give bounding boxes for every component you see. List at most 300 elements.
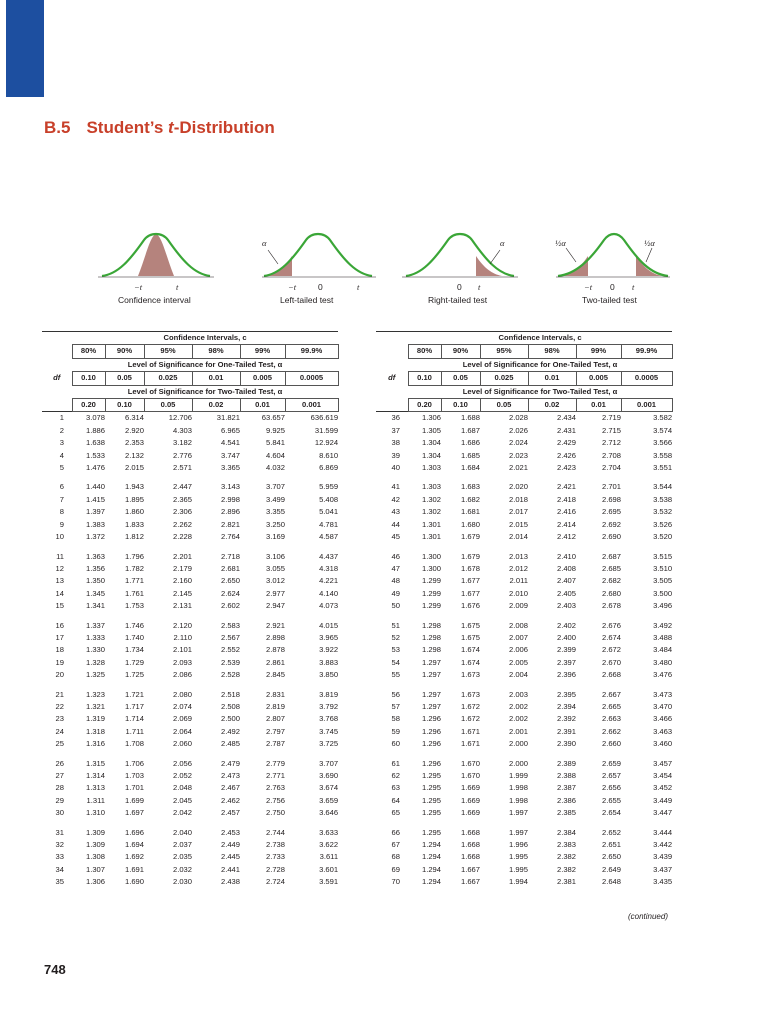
value-cell: 1.684 (460, 463, 480, 473)
value-cell: 3.365 (220, 463, 240, 473)
two-tail-cell: 0.10 (105, 399, 144, 412)
label-zero: 0 (318, 282, 323, 292)
value-cell: 2.449 (220, 840, 240, 850)
df-cell: 3 (59, 438, 64, 448)
value-cell: 2.662 (601, 726, 621, 736)
value-cell: 1.668 (460, 852, 480, 862)
value-cell: 3.250 (265, 519, 285, 529)
value-cell: 1.668 (460, 840, 480, 850)
table-row (42, 864, 338, 876)
value-cell: 1.703 (124, 771, 144, 780)
value-cell: 1.295 (421, 808, 441, 818)
value-cell: 2.441 (220, 864, 240, 874)
value-cell: 3.510 (653, 563, 673, 573)
value-cell: 3.622 (319, 840, 339, 850)
two-tail-cell: 0.02 (192, 399, 240, 412)
value-cell: 1.296 (421, 758, 441, 768)
value-cell: 2.365 (172, 494, 192, 504)
table-row (376, 462, 672, 474)
value-cell: 2.807 (265, 714, 285, 724)
conf-cell: 98% (192, 345, 240, 358)
value-cell: 2.787 (265, 739, 285, 749)
value-cell: 2.920 (124, 425, 144, 435)
value-cell: 2.040 (172, 827, 192, 837)
value-cell: 1.363 (85, 551, 105, 561)
value-cell: 1.328 (85, 657, 105, 667)
value-cell: 1.315 (85, 758, 105, 768)
value-cell: 2.552 (220, 645, 240, 655)
value-cell: 2.898 (265, 632, 285, 642)
value-cell: 1.717 (124, 701, 144, 711)
table-row (42, 462, 338, 474)
one-tail-cell: 0.025 (480, 372, 528, 385)
value-cell: 2.012 (508, 563, 528, 573)
section-title-suffix: -Distribution (173, 118, 275, 137)
table-row (376, 481, 672, 493)
df-cell: 15 (55, 601, 64, 611)
value-cell: 1.675 (460, 620, 480, 630)
value-cell: 2.353 (124, 438, 144, 448)
value-cell: 1.796 (124, 551, 144, 561)
value-cell: 4.015 (319, 620, 339, 630)
value-cell: 2.017 (508, 507, 528, 517)
value-cell: 4.604 (265, 450, 285, 460)
row-group-spacer (42, 613, 338, 620)
value-cell: 3.182 (172, 438, 192, 448)
value-cell: 2.037 (172, 840, 192, 850)
value-cell: 1.308 (85, 852, 105, 862)
value-cell: 2.395 (556, 689, 576, 699)
value-cell: 2.685 (601, 563, 621, 573)
value-cell: 1.995 (508, 864, 528, 874)
value-cell: 1.691 (124, 864, 144, 874)
conf-cell: 80% (72, 345, 105, 358)
value-cell: 3.355 (265, 507, 285, 517)
value-cell: 4.032 (265, 463, 285, 473)
value-cell: 1.314 (85, 771, 105, 780)
value-cell: 1.673 (460, 689, 480, 699)
value-cell: 1.299 (421, 588, 441, 598)
value-cell: 1.341 (85, 601, 105, 611)
one-tail-cell: 0.05 (105, 372, 144, 385)
table-row (376, 519, 672, 531)
table-row (376, 669, 672, 681)
value-cell: 2.160 (172, 576, 192, 586)
table-row (42, 770, 338, 782)
value-cell: 3.473 (653, 689, 673, 699)
value-cell: 2.000 (508, 739, 528, 749)
value-cell: 2.701 (601, 482, 621, 492)
value-cell: 2.179 (172, 563, 192, 573)
table-row (42, 481, 338, 493)
section-number: B.5 (44, 118, 71, 137)
one-tailed-header: Level of Significance for One-Tailed Test, α (127, 359, 283, 369)
value-cell: 2.056 (172, 758, 192, 768)
value-cell: 3.520 (653, 532, 673, 542)
value-cell: 1.833 (124, 519, 144, 529)
table-row (376, 632, 672, 644)
value-cell: 3.674 (319, 783, 339, 793)
value-cell: 3.169 (265, 532, 285, 542)
value-cell: 2.093 (172, 657, 192, 667)
df-cell: 2 (59, 425, 64, 435)
value-cell: 1.997 (508, 827, 528, 837)
value-cell: 3.499 (265, 494, 285, 504)
value-cell: 3.488 (653, 632, 673, 642)
value-cell: 4.781 (319, 519, 339, 529)
value-cell: 1.297 (421, 657, 441, 667)
table-row (42, 701, 338, 713)
value-cell: 2.797 (265, 726, 285, 736)
value-cell: 3.965 (319, 632, 339, 642)
value-cell: 2.708 (601, 450, 621, 460)
value-cell: 2.821 (220, 519, 240, 529)
two-tail-cell: 0.20 (408, 399, 441, 412)
spacer-cell (376, 820, 672, 827)
value-cell: 3.544 (653, 482, 673, 492)
value-cell: 2.015 (508, 519, 528, 529)
value-cell: 2.048 (172, 783, 192, 793)
row-group-spacer (42, 544, 338, 551)
value-cell: 2.408 (556, 563, 576, 573)
value-cell: 1.294 (421, 877, 441, 887)
value-cell: 2.659 (601, 758, 621, 768)
value-cell: 2.878 (265, 645, 285, 655)
figure-two-tailed (555, 234, 670, 305)
value-cell: 1.998 (508, 795, 528, 805)
value-cell: 3.747 (220, 450, 240, 460)
value-cell: 2.014 (508, 532, 528, 542)
table-row (376, 713, 672, 725)
value-cell: 3.725 (319, 739, 339, 749)
value-cell: 1.297 (421, 689, 441, 699)
value-cell: 1.304 (421, 438, 441, 448)
value-cell: 9.925 (265, 425, 285, 435)
one-tail-cell: 0.10 (408, 372, 441, 385)
df-cell: 62 (391, 771, 400, 780)
value-cell: 3.492 (653, 620, 673, 630)
value-cell: 3.454 (653, 771, 673, 780)
table-row (42, 738, 338, 750)
spacer-cell (376, 474, 672, 481)
value-cell: 3.922 (319, 645, 339, 655)
value-cell: 2.416 (556, 507, 576, 517)
value-cell: 2.001 (508, 726, 528, 736)
caption-right-tailed: Right-tailed test (428, 295, 488, 305)
value-cell: 12.706 (144, 412, 192, 425)
value-cell: 2.003 (508, 689, 528, 699)
value-cell: 1.886 (85, 425, 105, 435)
value-cell: 1.321 (85, 701, 105, 711)
table-row (376, 563, 672, 575)
value-cell: 2.665 (601, 701, 621, 711)
value-cell: 2.399 (556, 645, 576, 655)
value-cell: 1.672 (460, 701, 480, 711)
value-cell: 2.069 (172, 714, 192, 724)
value-cell: 1.323 (85, 689, 105, 699)
value-cell: 1.686 (460, 438, 480, 448)
table-row (376, 782, 672, 794)
value-cell: 2.403 (556, 601, 576, 611)
value-cell: 2.145 (172, 588, 192, 598)
value-cell: 1.297 (421, 670, 441, 680)
section-color-tab (6, 0, 44, 97)
row-group-spacer (42, 682, 338, 689)
value-cell: 1.683 (460, 482, 480, 492)
table-row (376, 620, 672, 632)
value-cell: 2.387 (556, 783, 576, 793)
value-cell: 1.895 (124, 494, 144, 504)
value-cell: 6.314 (105, 412, 144, 425)
value-cell: 3.633 (319, 827, 339, 837)
value-cell: 3.437 (653, 864, 673, 874)
value-cell: 2.457 (220, 808, 240, 818)
df-cell: 13 (55, 576, 64, 586)
df-cell: 23 (55, 714, 64, 724)
value-cell: 2.414 (556, 519, 576, 529)
value-cell: 2.652 (601, 827, 621, 837)
conf-cell: 90% (105, 345, 144, 358)
confidence-header: Confidence Intervals, c (408, 332, 672, 345)
value-cell: 2.228 (172, 532, 192, 542)
value-cell: 1.325 (85, 670, 105, 680)
value-cell: 2.977 (265, 588, 285, 598)
value-cell: 1.669 (460, 783, 480, 793)
value-cell: 2.023 (508, 450, 528, 460)
value-cell: 1.306 (408, 412, 441, 425)
value-cell: 1.318 (85, 726, 105, 736)
shaded-left-tail (266, 256, 292, 276)
value-cell: 2.704 (601, 463, 621, 473)
conf-cell: 99.9% (285, 345, 338, 358)
value-cell: 2.008 (508, 620, 528, 630)
table-row (42, 600, 338, 612)
df-cell: 41 (391, 482, 400, 492)
table-row (42, 726, 338, 738)
two-tail-cell: 0.10 (441, 399, 480, 412)
value-cell: 636.619 (285, 412, 338, 425)
value-cell: 1.299 (421, 601, 441, 611)
df-cell: 22 (55, 701, 64, 711)
value-cell: 1.302 (421, 507, 441, 517)
value-cell: 1.294 (421, 864, 441, 874)
df-cell: 20 (55, 670, 64, 680)
row-group-spacer (376, 544, 672, 551)
value-cell: 1.729 (124, 657, 144, 667)
value-cell: 1.677 (460, 588, 480, 598)
table-row (42, 669, 338, 681)
value-cell: 4.073 (319, 601, 339, 611)
row-group-spacer (376, 751, 672, 758)
value-cell: 1.670 (460, 758, 480, 768)
value-cell: 2.390 (556, 739, 576, 749)
continued-note: (continued) (627, 912, 668, 921)
table-row (376, 827, 672, 839)
table-row (42, 412, 338, 425)
value-cell: 1.309 (85, 827, 105, 837)
df-cell: 33 (55, 852, 64, 862)
table-row (42, 506, 338, 518)
table-row (376, 437, 672, 449)
value-cell: 2.024 (508, 438, 528, 448)
value-cell: 3.566 (653, 438, 673, 448)
two-tailed-header: Level of Significance for Two-Tailed Test, α (127, 386, 283, 396)
value-cell: 2.674 (601, 632, 621, 642)
two-tail-cell: 0.20 (72, 399, 105, 412)
value-cell: 1.301 (421, 519, 441, 529)
one-tail-cell: 0.005 (576, 372, 621, 385)
value-cell: 5.841 (265, 438, 285, 448)
df-cell: 1 (42, 412, 72, 425)
value-cell: 2.021 (508, 463, 528, 473)
label-t: t (357, 282, 360, 292)
value-cell: 2.407 (556, 576, 576, 586)
value-cell: 1.721 (124, 689, 144, 699)
value-cell: 2.763 (265, 783, 285, 793)
value-cell: 2.528 (220, 670, 240, 680)
value-cell: 63.657 (240, 412, 285, 425)
value-cell: 3.707 (265, 482, 285, 492)
value-cell: 3.792 (319, 701, 339, 711)
value-cell: 1.673 (460, 670, 480, 680)
table-row (376, 851, 672, 863)
value-cell: 1.298 (421, 632, 441, 642)
value-cell: 2.405 (556, 588, 576, 598)
value-cell: 3.143 (220, 482, 240, 492)
figure-left-tailed (262, 234, 376, 305)
two-tailed-values-row (376, 399, 672, 412)
value-cell: 1.397 (85, 507, 105, 517)
value-cell: 2.473 (220, 771, 240, 780)
page-number: 748 (44, 962, 66, 977)
value-cell: 2.998 (220, 494, 240, 504)
confidence-values-row (42, 345, 338, 358)
row-group-spacer (42, 474, 338, 481)
label-half-alpha-right: ½α (644, 238, 655, 248)
value-cell: 2.004 (508, 670, 528, 680)
value-cell: 1.711 (125, 726, 144, 736)
confidence-header: Confidence Intervals, c (72, 332, 338, 345)
value-cell: 2.410 (556, 551, 576, 561)
value-cell: 1.337 (85, 620, 105, 630)
value-cell: 2.120 (172, 620, 192, 630)
value-cell: 3.591 (319, 877, 339, 887)
value-cell: 2.389 (556, 758, 576, 768)
value-cell: 4.541 (220, 438, 240, 448)
df-cell: 57 (391, 701, 400, 711)
value-cell: 1.669 (460, 795, 480, 805)
df-cell: 29 (55, 795, 64, 805)
value-cell: 3.582 (621, 412, 672, 425)
value-cell: 3.452 (653, 783, 673, 793)
label-zero: 0 (610, 282, 615, 292)
value-cell: 1.761 (124, 588, 144, 598)
value-cell: 2.006 (508, 645, 528, 655)
value-cell: 2.738 (265, 840, 285, 850)
value-cell: 2.080 (172, 689, 192, 699)
value-cell: 1.687 (460, 425, 480, 435)
value-cell: 1.372 (85, 532, 105, 542)
value-cell: 1.678 (460, 563, 480, 573)
value-cell: 2.756 (265, 795, 285, 805)
value-cell: 3.659 (319, 795, 339, 805)
value-cell: 1.440 (85, 482, 105, 492)
label-alpha: α (262, 238, 267, 248)
label-zero: 0 (457, 282, 462, 292)
shaded-left-tail (562, 256, 588, 276)
value-cell: 1.305 (421, 425, 441, 435)
table-row (376, 807, 672, 819)
df-cell: 10 (55, 532, 64, 542)
value-cell: 2.385 (556, 808, 576, 818)
value-cell: 1.692 (124, 852, 144, 862)
value-cell: 2.429 (556, 438, 576, 448)
df-cell: 59 (391, 726, 400, 736)
df-cell: 38 (391, 438, 400, 448)
value-cell: 1.298 (421, 620, 441, 630)
conf-cell: 99% (240, 345, 285, 358)
conf-cell: 95% (480, 345, 528, 358)
df-cell: 45 (391, 532, 400, 542)
df-cell: 12 (55, 563, 64, 573)
value-cell: 31.599 (314, 425, 339, 435)
confidence-values-row (376, 345, 672, 358)
value-cell: 1.677 (460, 576, 480, 586)
table-row (42, 450, 338, 462)
value-cell: 3.480 (653, 657, 673, 667)
label-t: t (176, 282, 179, 292)
value-cell: 2.571 (172, 463, 192, 473)
one-tail-cell: 0.005 (240, 372, 285, 385)
value-cell: 1.708 (124, 739, 144, 749)
value-cell: 1.669 (460, 808, 480, 818)
table-row (42, 588, 338, 600)
value-cell: 2.438 (220, 877, 240, 887)
value-cell: 2.423 (556, 463, 576, 473)
value-cell: 5.408 (319, 494, 339, 504)
value-cell: 1.706 (124, 758, 144, 768)
df-cell: 66 (391, 827, 400, 837)
table-row (376, 738, 672, 750)
value-cell: 2.831 (265, 689, 285, 699)
df-cell: 24 (55, 726, 64, 736)
value-cell: 2.681 (220, 563, 240, 573)
table-row (42, 876, 338, 888)
value-cell: 3.106 (265, 551, 285, 561)
spacer-cell (376, 613, 672, 620)
value-cell: 2.052 (172, 771, 192, 780)
spacer-cell (42, 682, 338, 689)
value-cell: 2.015 (124, 463, 144, 473)
value-cell: 1.680 (460, 519, 480, 529)
value-cell: 3.850 (319, 670, 339, 680)
row-group-spacer (376, 474, 672, 481)
label-neg-t: −t (288, 282, 297, 292)
value-cell: 2.771 (265, 771, 285, 780)
value-cell: 3.500 (653, 588, 673, 598)
value-cell: 2.394 (556, 701, 576, 711)
spacer-cell (376, 682, 672, 689)
value-cell: 1.296 (421, 739, 441, 749)
value-cell: 2.045 (172, 795, 192, 805)
value-cell: 2.013 (508, 551, 528, 561)
value-cell: 2.028 (480, 412, 528, 425)
df-cell: 67 (391, 840, 400, 850)
value-cell: 1.681 (460, 507, 480, 517)
value-cell: 2.110 (173, 632, 192, 642)
value-cell: 3.463 (653, 726, 673, 736)
table-row (42, 758, 338, 770)
